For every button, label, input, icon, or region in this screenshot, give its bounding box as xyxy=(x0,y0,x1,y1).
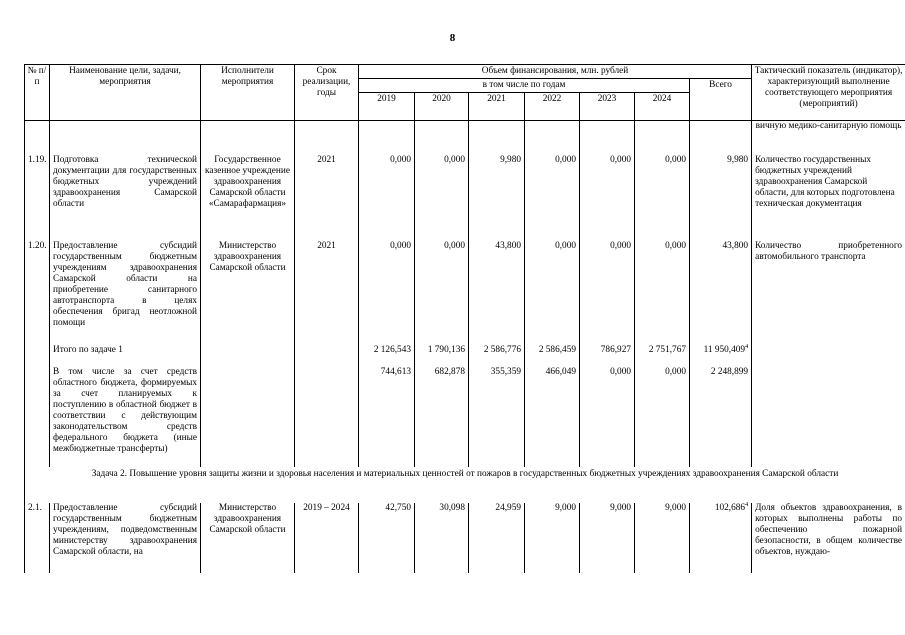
header-year: 2024 xyxy=(635,93,690,121)
row-value: 42,750 xyxy=(359,503,415,573)
regional-value: 744,613 xyxy=(359,367,415,467)
table-row xyxy=(25,155,905,241)
total-value: 786,927 xyxy=(580,345,635,367)
row-executor: Министерство здравоохранения Самарской области xyxy=(201,503,295,573)
page-number: 8 xyxy=(449,32,456,44)
row-name: Подготовка технической документации для государственных бюджетных учреждений здравоохранения Самарской области xyxy=(50,155,201,241)
table-row xyxy=(25,241,905,345)
task-2-heading: Задача 2. Повышение уровня защиты жизни и здоровья населения и материальных ценностей от пожаров в государственных бюджетных учреждениях здравоохранения Самарской области xyxy=(25,467,905,503)
continuation-text: вичную медико-санитарную помощь xyxy=(752,121,905,155)
header-funding: Объем финансирования, млн. рублей xyxy=(359,65,752,79)
table-row xyxy=(25,503,905,573)
row-value: 0,000 xyxy=(580,155,635,241)
total-sum xyxy=(690,345,752,367)
footnote-mark: 4 xyxy=(745,501,749,508)
row-value: 0,000 xyxy=(525,155,580,241)
header-by-years: в том числе по годам xyxy=(359,79,690,93)
total-value: 1 790,136 xyxy=(415,345,469,367)
row-total xyxy=(690,503,752,573)
row-total: 43,800 xyxy=(690,241,752,345)
header-executor: Исполнители мероприятия xyxy=(201,65,295,121)
total-value: 2 751,767 xyxy=(635,345,690,367)
row-executor: Государственное казенное учреждение здравоохранения Самарской области «Самарафармация» xyxy=(201,155,295,241)
row-value: 9,000 xyxy=(525,503,580,573)
header-num: № п/п xyxy=(25,65,50,121)
row-term: 2021 xyxy=(295,241,359,345)
header-total: Всего xyxy=(690,79,752,121)
row-name: Предоставление субсидий государственным бюджетным учреждениям здравоохранения Самарской области на приобретение санитарного автотранспорта в целях обеспечения бригад неотложной помощи xyxy=(50,241,201,345)
row-value: 9,980 xyxy=(469,155,525,241)
row-term: 2019 – 2024 xyxy=(295,503,359,573)
regional-value: 0,000 xyxy=(580,367,635,467)
total-sum-value: 11 950,409 xyxy=(703,344,746,355)
total-value: 2 126,543 xyxy=(359,345,415,367)
row-executor: Министерство здравоохранения Самарской области xyxy=(201,241,295,345)
row-value: 0,000 xyxy=(359,241,415,345)
footnote-mark: 4 xyxy=(745,343,749,350)
table-body xyxy=(25,121,905,573)
funding-table xyxy=(24,64,905,573)
row-value: 0,000 xyxy=(359,155,415,241)
row-indicator: Количество государственных бюджетных учреждений здравоохранения Самарской области, для которых подготовлена техническая документация xyxy=(752,155,905,241)
row-value: 24,959 xyxy=(469,503,525,573)
row-num: 1.19. xyxy=(25,155,50,241)
regional-value: 466,049 xyxy=(525,367,580,467)
row-name: Предоставление субсидий государственным бюджетным учреждениям, подведомственным министерству здравоохранения Самарской области, на xyxy=(50,503,201,573)
total-value: 2 586,776 xyxy=(469,345,525,367)
total-value: 2 586,459 xyxy=(525,345,580,367)
header-year: 2022 xyxy=(525,93,580,121)
row-value: 43,800 xyxy=(469,241,525,345)
regional-total: 2 248,899 xyxy=(690,367,752,467)
row-num: 2.1. xyxy=(25,503,50,573)
regional-value: 355,359 xyxy=(469,367,525,467)
regional-label: В том числе за счет средств областного бюджета, формируемых за счет планируемых к поступлению в областной бюджет в соответствии с действующим законодательством средств федерального бюджета (иные межбюджетные трансферты) xyxy=(50,367,201,467)
row-total-value: 102,686 xyxy=(714,502,746,513)
header-year: 2023 xyxy=(580,93,635,121)
task-header-row xyxy=(25,467,905,503)
header-year: 2019 xyxy=(359,93,415,121)
table-row xyxy=(25,367,905,467)
row-value: 0,000 xyxy=(635,155,690,241)
row-value: 30,098 xyxy=(415,503,469,573)
regional-value: 682,878 xyxy=(415,367,469,467)
table-row xyxy=(25,345,905,367)
row-num: 1.20. xyxy=(25,241,50,345)
header-term: Срок реализации, годы xyxy=(295,65,359,121)
row-value: 0,000 xyxy=(415,241,469,345)
header-name: Наименование цели, задачи, мероприятия xyxy=(50,65,201,121)
row-value: 0,000 xyxy=(525,241,580,345)
table-header xyxy=(25,65,905,121)
header-year: 2020 xyxy=(415,93,469,121)
header-year: 2021 xyxy=(469,93,525,121)
header-indicator: Тактический показатель (индикатор), характеризующий выполнение соответствующего мероприятия (мероприятий) xyxy=(752,65,905,121)
regional-value: 0,000 xyxy=(635,367,690,467)
row-value: 0,000 xyxy=(635,241,690,345)
row-total: 9,980 xyxy=(690,155,752,241)
row-term: 2021 xyxy=(295,155,359,241)
row-indicator: Доля объектов здравоохранения, в которых выполнены работы по обеспечению пожарной безопасности, в общем количестве объектов, нуждаю- xyxy=(752,503,905,573)
row-value: 9,000 xyxy=(580,503,635,573)
row-value: 9,000 xyxy=(635,503,690,573)
total-label: Итого по задаче 1 xyxy=(50,345,201,367)
row-indicator: Количество приобретенного автомобильного транспорта xyxy=(752,241,905,345)
row-value: 0,000 xyxy=(415,155,469,241)
table-row xyxy=(25,121,905,155)
row-value: 0,000 xyxy=(580,241,635,345)
